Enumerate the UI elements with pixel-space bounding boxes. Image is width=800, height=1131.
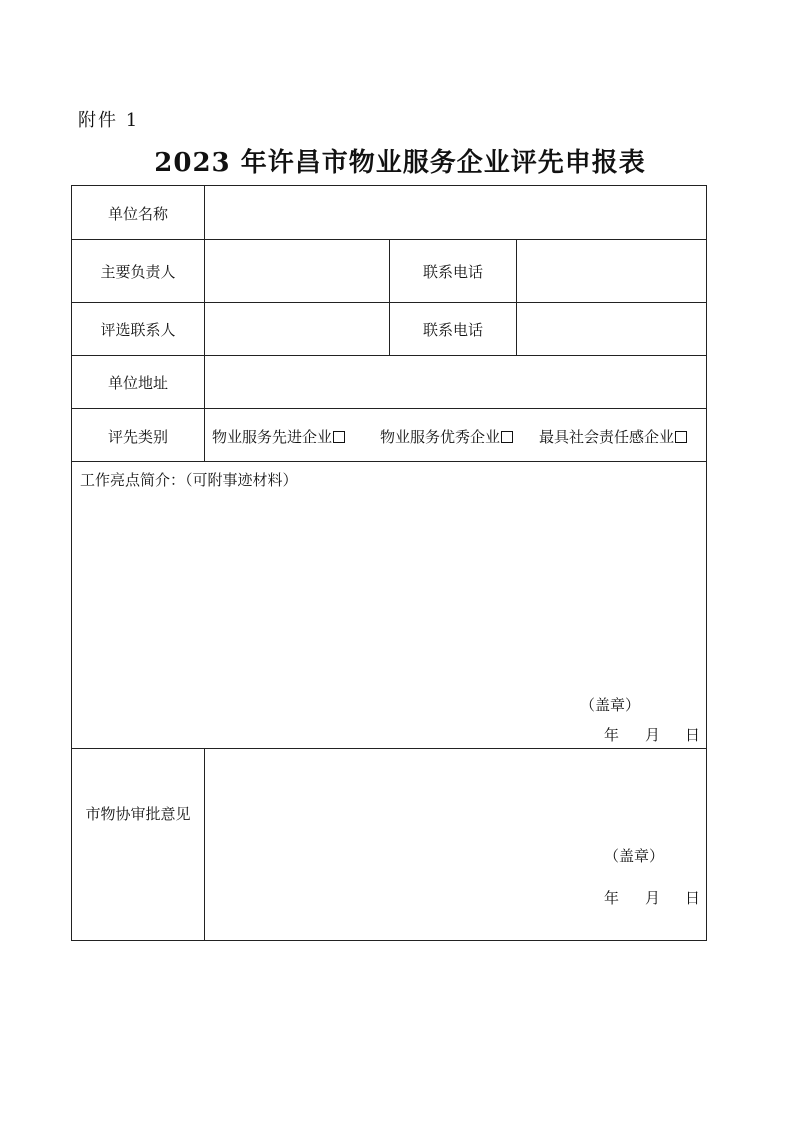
attachment-label: 附件 1 bbox=[78, 110, 140, 131]
highlights-month: 月 bbox=[645, 726, 661, 744]
category-option-responsibility[interactable] bbox=[539, 426, 687, 447]
column-divider bbox=[516, 239, 517, 355]
highlights-seal: （盖章） bbox=[580, 696, 641, 714]
column-divider bbox=[204, 748, 205, 940]
row-divider bbox=[72, 408, 706, 409]
address-label: 单位地址 bbox=[107, 374, 168, 392]
unit-name-label: 单位名称 bbox=[107, 205, 168, 223]
approval-seal: （盖章） bbox=[604, 847, 665, 865]
approval-day: 日 bbox=[685, 889, 701, 907]
phone-field-1[interactable] bbox=[518, 241, 704, 301]
approval-year: 年 bbox=[604, 889, 620, 907]
category-option-excellent[interactable] bbox=[380, 426, 513, 447]
address-field[interactable] bbox=[206, 357, 704, 407]
category-option-label: 物业服务先进企业 bbox=[212, 428, 333, 446]
unit-name-field[interactable] bbox=[206, 188, 704, 238]
phone-field-2[interactable] bbox=[518, 304, 704, 354]
checkbox-icon[interactable] bbox=[333, 431, 345, 443]
phone-label-1: 联系电话 bbox=[422, 263, 483, 281]
category-option-label: 最具社会责任感企业 bbox=[539, 428, 675, 446]
row-divider bbox=[72, 355, 706, 356]
highlights-day: 日 bbox=[685, 726, 701, 744]
checkbox-icon[interactable] bbox=[501, 431, 513, 443]
phone-label-2: 联系电话 bbox=[422, 321, 483, 339]
application-form bbox=[71, 185, 707, 941]
category-option-label: 物业服务优秀企业 bbox=[380, 428, 501, 446]
principal-field[interactable] bbox=[206, 241, 388, 301]
column-divider bbox=[204, 186, 205, 461]
approval-label: 市物协审批意见 bbox=[85, 805, 191, 823]
approval-month: 月 bbox=[645, 889, 661, 907]
page-title: 2023 年许昌市物业服务企业评先申报表 bbox=[154, 148, 646, 178]
contact-field[interactable] bbox=[206, 304, 388, 354]
row-divider bbox=[72, 461, 706, 462]
highlights-label: 工作亮点简介：（可附事迹材料） bbox=[80, 471, 298, 489]
checkbox-icon[interactable] bbox=[675, 431, 687, 443]
category-label: 评先类别 bbox=[107, 428, 168, 446]
category-option-advanced[interactable] bbox=[212, 426, 345, 447]
contact-label: 评选联系人 bbox=[100, 321, 176, 339]
principal-label: 主要负责人 bbox=[100, 263, 176, 281]
row-divider bbox=[72, 748, 706, 749]
highlights-year: 年 bbox=[604, 726, 620, 744]
